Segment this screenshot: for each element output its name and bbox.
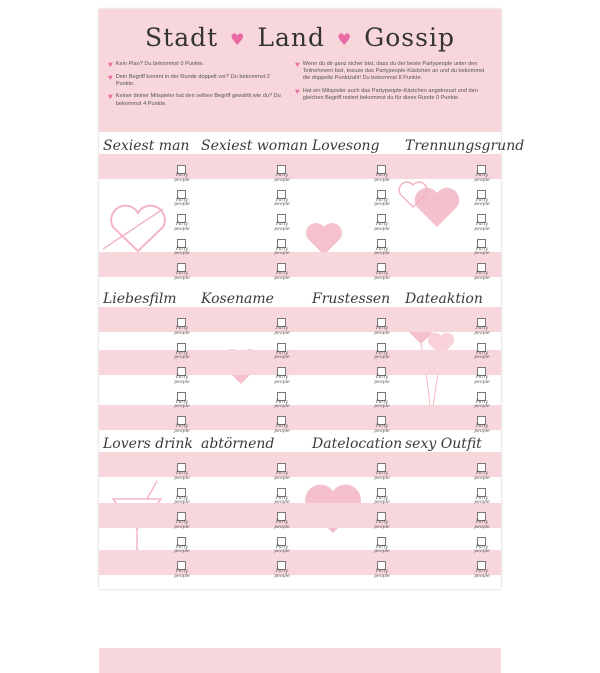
rule-item: ♥ Wenn du dir ganz sicher bist, dass du der beste Partypeople unter den Teilnehmern bist, kreuze das Partypeople-Kästchen an und du bekommst die doppelte Punktzahl! Du bekommst 8 Punkte. <box>295 60 485 82</box>
party-people-label: Party people <box>374 424 390 434</box>
party-people-label: Party people <box>474 271 490 281</box>
party-people-label: Party people <box>374 271 390 281</box>
party-people-checkbox[interactable] <box>171 488 191 512</box>
party-people-checkbox[interactable] <box>371 392 391 416</box>
party-people-checkbox[interactable] <box>171 512 191 536</box>
party-people-label: Party people <box>374 173 390 183</box>
party-people-label: Party people <box>174 544 190 555</box>
party-people-label: Party people <box>474 246 490 257</box>
party-people-label: Party people <box>274 399 290 410</box>
party-people-label: Party people <box>474 173 490 183</box>
party-people-label: Party people <box>174 424 190 434</box>
party-people-label: Party people <box>474 569 490 579</box>
party-people-label: Party people <box>474 520 490 530</box>
party-people-checkbox[interactable] <box>171 463 191 487</box>
party-people-checkbox[interactable] <box>371 214 391 238</box>
category-label: Sexiest woman <box>201 138 308 154</box>
party-people-checkbox[interactable] <box>171 214 191 238</box>
party-people-label: Party people <box>274 326 290 336</box>
party-people-label: Party people <box>274 424 290 434</box>
party-people-checkbox[interactable] <box>371 512 391 536</box>
party-people-checkbox[interactable] <box>471 190 491 214</box>
rules-left <box>108 61 288 113</box>
party-people-checkbox[interactable] <box>471 343 491 367</box>
pink-stripe <box>99 550 501 575</box>
category-label: Liebesfilm <box>103 291 177 307</box>
party-people-checkbox[interactable] <box>471 488 491 512</box>
party-people-label: Party people <box>374 246 390 257</box>
party-people-checkbox[interactable] <box>171 263 191 287</box>
category-label: Frustessen <box>312 291 391 307</box>
party-people-label: Party people <box>274 222 290 232</box>
party-people-checkbox[interactable] <box>271 537 291 561</box>
party-people-checkbox[interactable] <box>171 165 191 189</box>
party-people-label: Party people <box>474 375 490 385</box>
party-people-checkbox[interactable] <box>371 367 391 391</box>
heart-icon: ♥ <box>336 30 353 49</box>
title-word-2: Land <box>257 23 326 52</box>
party-people-label: Party people <box>374 222 390 232</box>
party-people-checkbox[interactable] <box>371 263 391 287</box>
category-label: Lovesong <box>312 138 380 154</box>
rule-item: ♥ Kein Plan? Du bekommst 0 Punkte. <box>108 60 205 69</box>
party-people-checkbox[interactable] <box>271 190 291 214</box>
category-label: Datelocation <box>312 436 403 452</box>
party-people-label: Party people <box>474 222 490 232</box>
party-people-checkbox[interactable] <box>371 318 391 342</box>
category-label: Kosename <box>201 291 274 307</box>
rule-item: ♥ Keiner deiner Mitspieler hat den selben Begriff gewählt wie du? Du bekommst 4 Punkte. <box>108 92 281 107</box>
party-people-checkbox[interactable] <box>371 239 391 263</box>
party-people-label: Party people <box>474 326 490 336</box>
party-people-label: Party people <box>274 173 290 183</box>
party-people-checkbox[interactable] <box>371 561 391 585</box>
party-people-label: Party people <box>174 326 190 336</box>
party-people-label: Party people <box>174 375 190 385</box>
party-people-label: Party people <box>174 350 190 361</box>
party-people-checkbox[interactable] <box>271 239 291 263</box>
category-header-row <box>99 432 501 456</box>
party-people-checkbox[interactable] <box>271 561 291 585</box>
category-label: Dateaktion <box>405 291 483 307</box>
party-people-label: Party people <box>274 569 290 579</box>
heart-bullet-icon: ♥ <box>295 60 300 69</box>
party-people-label: Party people <box>374 326 390 336</box>
party-people-label: Party people <box>374 471 390 481</box>
party-people-checkbox[interactable] <box>271 318 291 342</box>
party-people-label: Party people <box>374 197 390 208</box>
category-header-row <box>99 287 501 311</box>
party-people-label: Party people <box>374 495 390 506</box>
pink-stripe <box>99 648 501 673</box>
party-people-label: Party people <box>474 544 490 555</box>
party-people-label: Party people <box>174 495 190 506</box>
party-people-label: Party people <box>174 222 190 232</box>
party-people-checkbox[interactable] <box>471 318 491 342</box>
rule-item: ♥ Hat ein Mitspieler auch das Partypeople-Kästchen angekreuzt und den gleichen Begriff notiert bekommst du für diese Runde 0 Punkte. <box>295 86 478 101</box>
party-people-label: Party people <box>374 375 390 385</box>
party-people-checkbox[interactable] <box>271 488 291 512</box>
party-people-checkbox[interactable] <box>471 367 491 391</box>
heart-bullet-icon: ♥ <box>108 73 113 82</box>
party-people-label: Party people <box>274 197 290 208</box>
party-people-checkbox[interactable] <box>171 367 191 391</box>
party-people-label: Party people <box>174 471 190 481</box>
party-people-label: Party people <box>274 246 290 257</box>
party-people-label: Party people <box>474 471 490 481</box>
heart-bullet-icon: ♥ <box>108 92 113 102</box>
party-people-checkbox[interactable] <box>471 537 491 561</box>
party-people-label: Party people <box>474 424 490 434</box>
rules-right <box>295 61 491 107</box>
party-people-label: Party people <box>274 544 290 555</box>
party-people-checkbox[interactable] <box>471 239 491 263</box>
party-people-label: Party people <box>174 271 190 281</box>
pink-stripe <box>99 405 501 430</box>
party-people-checkbox[interactable] <box>371 537 391 561</box>
party-people-label: Party people <box>374 350 390 361</box>
party-people-checkbox[interactable] <box>371 463 391 487</box>
pink-stripe <box>99 350 501 375</box>
heart-icon: ♥ <box>230 30 246 49</box>
party-people-checkbox[interactable] <box>171 561 191 585</box>
party-people-checkbox[interactable] <box>271 463 291 487</box>
party-people-checkbox[interactable] <box>271 512 291 536</box>
party-people-label: Party people <box>174 520 190 530</box>
heart-bullet-icon: ♥ <box>108 60 113 69</box>
party-people-checkbox[interactable] <box>171 239 191 263</box>
category-label: Lovers drink <box>103 436 193 452</box>
party-people-label: Party people <box>174 569 190 579</box>
party-people-checkbox[interactable] <box>471 214 491 238</box>
party-people-label: Party people <box>474 399 490 410</box>
party-people-checkbox[interactable] <box>171 343 191 367</box>
party-people-checkbox[interactable] <box>471 561 491 585</box>
game-sheet <box>99 9 525 589</box>
pink-stripe <box>99 252 501 277</box>
party-people-label: Party people <box>474 350 490 361</box>
party-people-checkbox[interactable] <box>371 488 391 512</box>
title-word-1: Stadt <box>145 23 219 52</box>
party-people-label: Party people <box>274 471 290 481</box>
party-people-checkbox[interactable] <box>171 190 191 214</box>
party-people-label: Party people <box>274 520 290 530</box>
rule-item: ♥ Dein Begriff kommt in der Runde doppelt vor? Du bekommst 2 Punkte. <box>108 73 270 88</box>
party-people-checkbox[interactable] <box>171 318 191 342</box>
party-people-checkbox[interactable] <box>371 343 391 367</box>
category-label: Sexiest man <box>103 138 190 154</box>
party-people-label: Party people <box>374 520 390 530</box>
party-people-label: Party people <box>274 495 290 506</box>
party-people-checkbox[interactable] <box>471 165 491 189</box>
party-people-checkbox[interactable] <box>471 512 491 536</box>
party-people-label: Party people <box>274 375 290 385</box>
heart-arrow-icon <box>103 199 173 259</box>
party-people-checkbox[interactable] <box>171 537 191 561</box>
party-people-checkbox[interactable] <box>471 392 491 416</box>
party-people-label: Party people <box>474 495 490 506</box>
category-label: sexy Outfit <box>405 436 482 452</box>
party-people-label: Party people <box>174 173 190 183</box>
page-title <box>99 23 501 52</box>
party-people-checkbox[interactable] <box>271 367 291 391</box>
category-label: abtörnend <box>201 436 275 452</box>
party-people-label: Party people <box>474 197 490 208</box>
party-people-label: Party people <box>174 197 190 208</box>
party-people-checkbox[interactable] <box>371 165 391 189</box>
party-people-checkbox[interactable] <box>271 343 291 367</box>
party-people-label: Party people <box>374 569 390 579</box>
party-people-label: Party people <box>374 399 390 410</box>
party-people-checkbox[interactable] <box>471 263 491 287</box>
party-people-label: Party people <box>374 544 390 555</box>
party-people-checkbox[interactable] <box>271 214 291 238</box>
hearts-icon <box>399 177 459 237</box>
title-word-3: Gossip <box>364 23 455 52</box>
party-people-label: Party people <box>274 350 290 361</box>
party-people-label: Party people <box>274 271 290 281</box>
party-people-checkbox[interactable] <box>271 392 291 416</box>
pink-stripe <box>99 503 501 528</box>
party-people-checkbox[interactable] <box>271 165 291 189</box>
category-header-row <box>99 134 525 158</box>
party-people-checkbox[interactable] <box>371 190 391 214</box>
party-people-checkbox[interactable] <box>471 463 491 487</box>
party-people-checkbox[interactable] <box>171 392 191 416</box>
party-people-label: Party people <box>174 399 190 410</box>
heart-bullet-icon: ♥ <box>295 86 300 96</box>
party-people-checkbox[interactable] <box>271 263 291 287</box>
category-label: Trennungsgrund <box>405 138 525 154</box>
party-people-label: Party people <box>174 246 190 257</box>
